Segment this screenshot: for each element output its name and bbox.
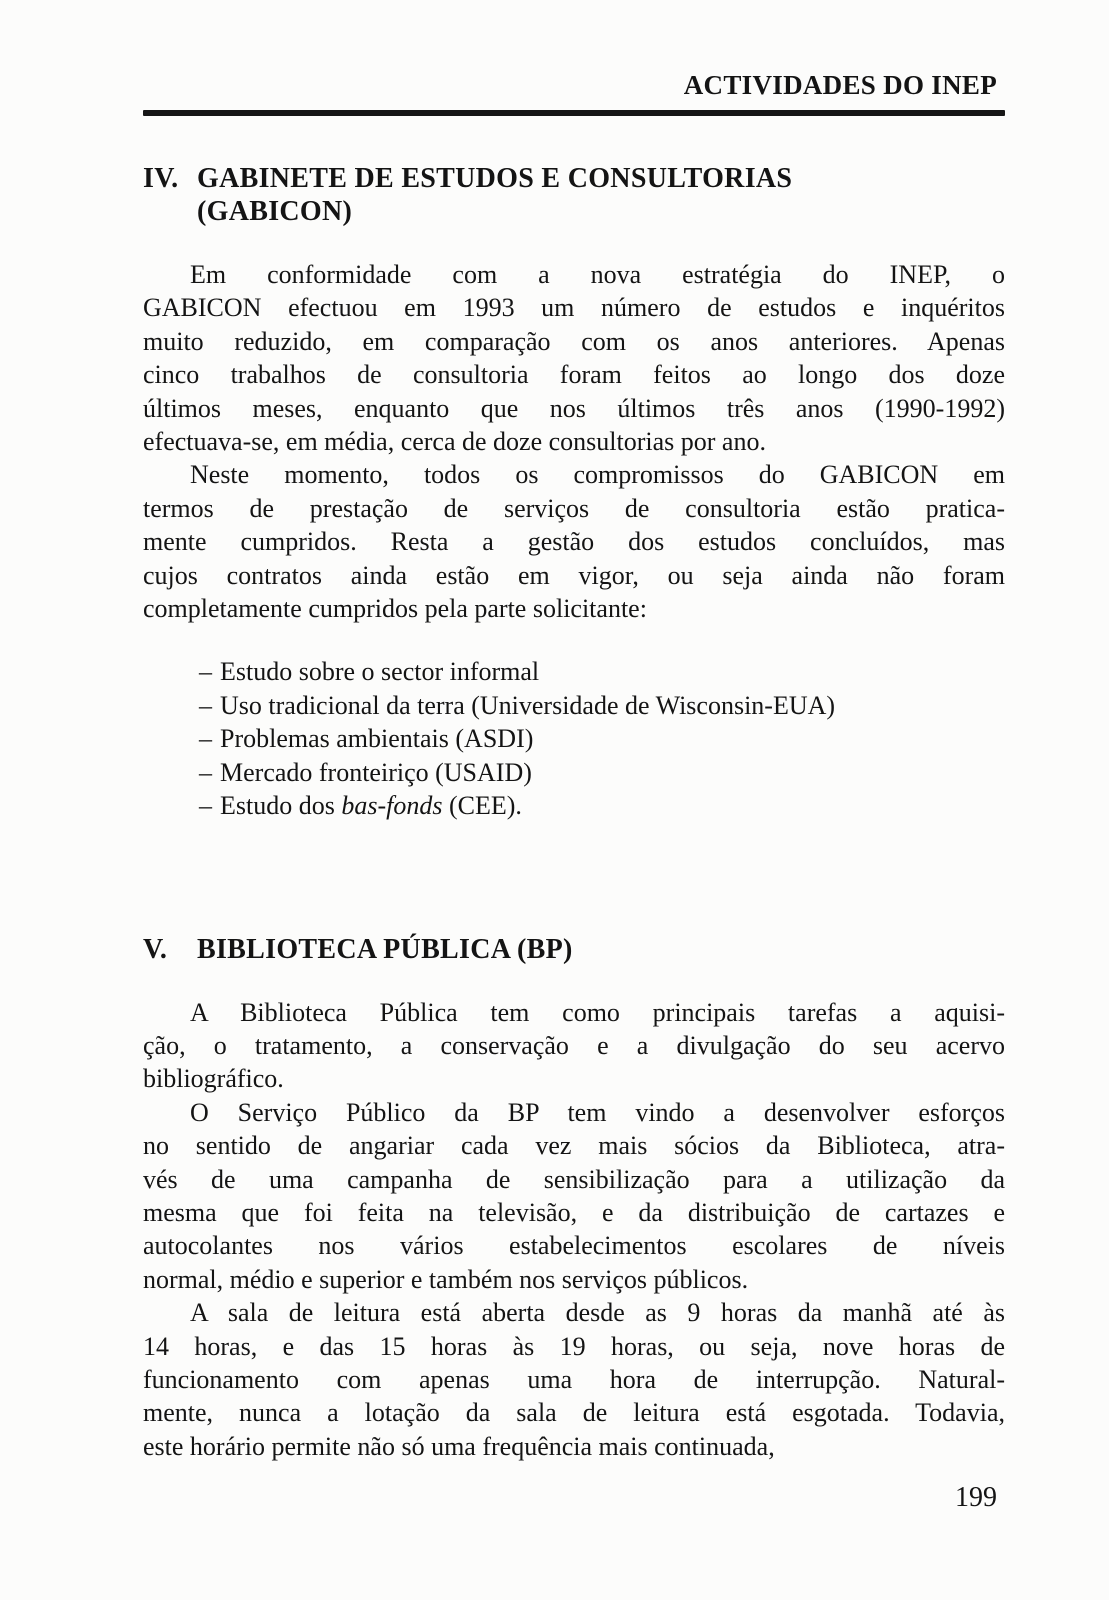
section-iv-title-line1: GABINETE DE ESTUDOS E CONSULTORIAS — [197, 163, 793, 194]
section-iv-body — [143, 258, 1005, 823]
text-line: Em conformidade com a nova estratégia do INEP, o — [190, 260, 1005, 289]
consultancy-list — [199, 655, 1005, 822]
list-item — [199, 722, 1005, 755]
list-item — [199, 756, 1005, 789]
text-line: últimos meses, enquanto que nos últimos três anos (1990-1992) — [143, 393, 1005, 423]
section-v-heading — [143, 933, 1005, 966]
text-line: cujos contratos ainda estão em vigor, ou seja ainda não foram — [143, 560, 1005, 590]
paragraph — [143, 258, 1005, 458]
text-line: bibliográfico. — [143, 1064, 284, 1094]
running-header: ACTIVIDADES DO INEP — [683, 70, 997, 100]
list-item — [199, 789, 1005, 822]
section-v-title: BIBLIOTECA PÚBLICA (BP) — [197, 933, 573, 965]
text-line: no sentido de angariar cada vez mais sócios da Biblioteca, atra- — [143, 1131, 1005, 1161]
list-dash: – — [199, 690, 212, 720]
text-line: muito reduzido, em comparação com os anos anteriores. Apenas — [143, 326, 1005, 356]
text-line: mente, nunca a lotação da sala de leitura está esgotada. Todavia, — [143, 1398, 1005, 1428]
paragraph — [143, 996, 1005, 1096]
text-line: completamente cumpridos pela parte solicitante: — [143, 594, 647, 624]
page-number: 199 — [955, 1482, 997, 1514]
text-line: A Biblioteca Pública tem como principais tarefas a aquisi- — [190, 997, 1005, 1027]
list-item-text: Estudo sobre o sector informal — [220, 657, 540, 687]
list-item — [199, 655, 1005, 688]
text-line: funcionamento com apenas uma hora de interrupção. Natural- — [143, 1364, 1005, 1394]
list-item-text: Uso tradicional da terra (Universidade de Wisconsin-EUA) — [220, 690, 836, 720]
list-dash: – — [199, 724, 212, 754]
text-line: mente cumpridos. Resta a gestão dos estudos concluídos, mas — [143, 527, 1005, 557]
paragraph — [143, 1296, 1005, 1463]
text-line: ção, o tratamento, a conservação e a divulgação do seu acervo — [143, 1030, 1005, 1060]
text-line: O Serviço Público da BP tem vindo a desenvolver esforços — [190, 1097, 1005, 1127]
section-iv-number: IV. — [143, 163, 179, 194]
text-line: GABICON efectuou em 1993 um número de estudos e inquéritos — [143, 293, 1005, 323]
paragraph — [143, 1096, 1005, 1296]
section-v-body — [143, 996, 1005, 1464]
text-line: termos de prestação de serviços de consultoria estão pratica- — [143, 493, 1005, 523]
text-line: autocolantes nos vários estabelecimentos escolares de níveis — [143, 1231, 1005, 1261]
book-page — [143, 0, 1005, 1514]
list-item-text: (CEE). — [442, 791, 522, 821]
text-line: A sala de leitura está aberta desde as 9 horas da manhã até às — [190, 1298, 1005, 1328]
list-dash: – — [199, 657, 212, 687]
section-v-number: V. — [143, 933, 168, 965]
list-dash: – — [199, 757, 212, 787]
list-item-text-italic: bas-fonds — [341, 791, 443, 821]
section-iv-title-line2: (GABICON) — [197, 196, 353, 227]
text-line: 14 horas, e das 15 horas às 19 horas, ou seja, nove horas de — [143, 1331, 1005, 1361]
paragraph — [143, 458, 1005, 625]
text-line: efectuava-se, em média, cerca de doze consultorias por ano. — [143, 427, 766, 457]
text-line: mesma que foi feita na televisão, e da distribuição de cartazes e — [143, 1197, 1005, 1227]
text-line: Neste momento, todos os compromissos do GABICON em — [190, 460, 1005, 490]
text-line: vés de uma campanha de sensibilização para a utilização da — [143, 1164, 1005, 1194]
list-item — [199, 689, 1005, 722]
section-iv-title — [197, 162, 1005, 228]
list-item-text: Mercado fronteiriço (USAID) — [220, 757, 532, 787]
text-line: normal, médio e superior e também nos serviços públicos. — [143, 1264, 749, 1294]
section-iv-heading — [143, 162, 1005, 228]
list-item-text: Estudo dos — [220, 791, 342, 821]
text-line: cinco trabalhos de consultoria foram feitos ao longo dos doze — [143, 360, 1005, 390]
text-line: este horário permite não só uma frequência mais continuada, — [143, 1431, 775, 1461]
header-rule — [143, 110, 1005, 116]
list-item-text: Problemas ambientais (ASDI) — [220, 724, 534, 754]
list-dash: – — [199, 791, 212, 821]
